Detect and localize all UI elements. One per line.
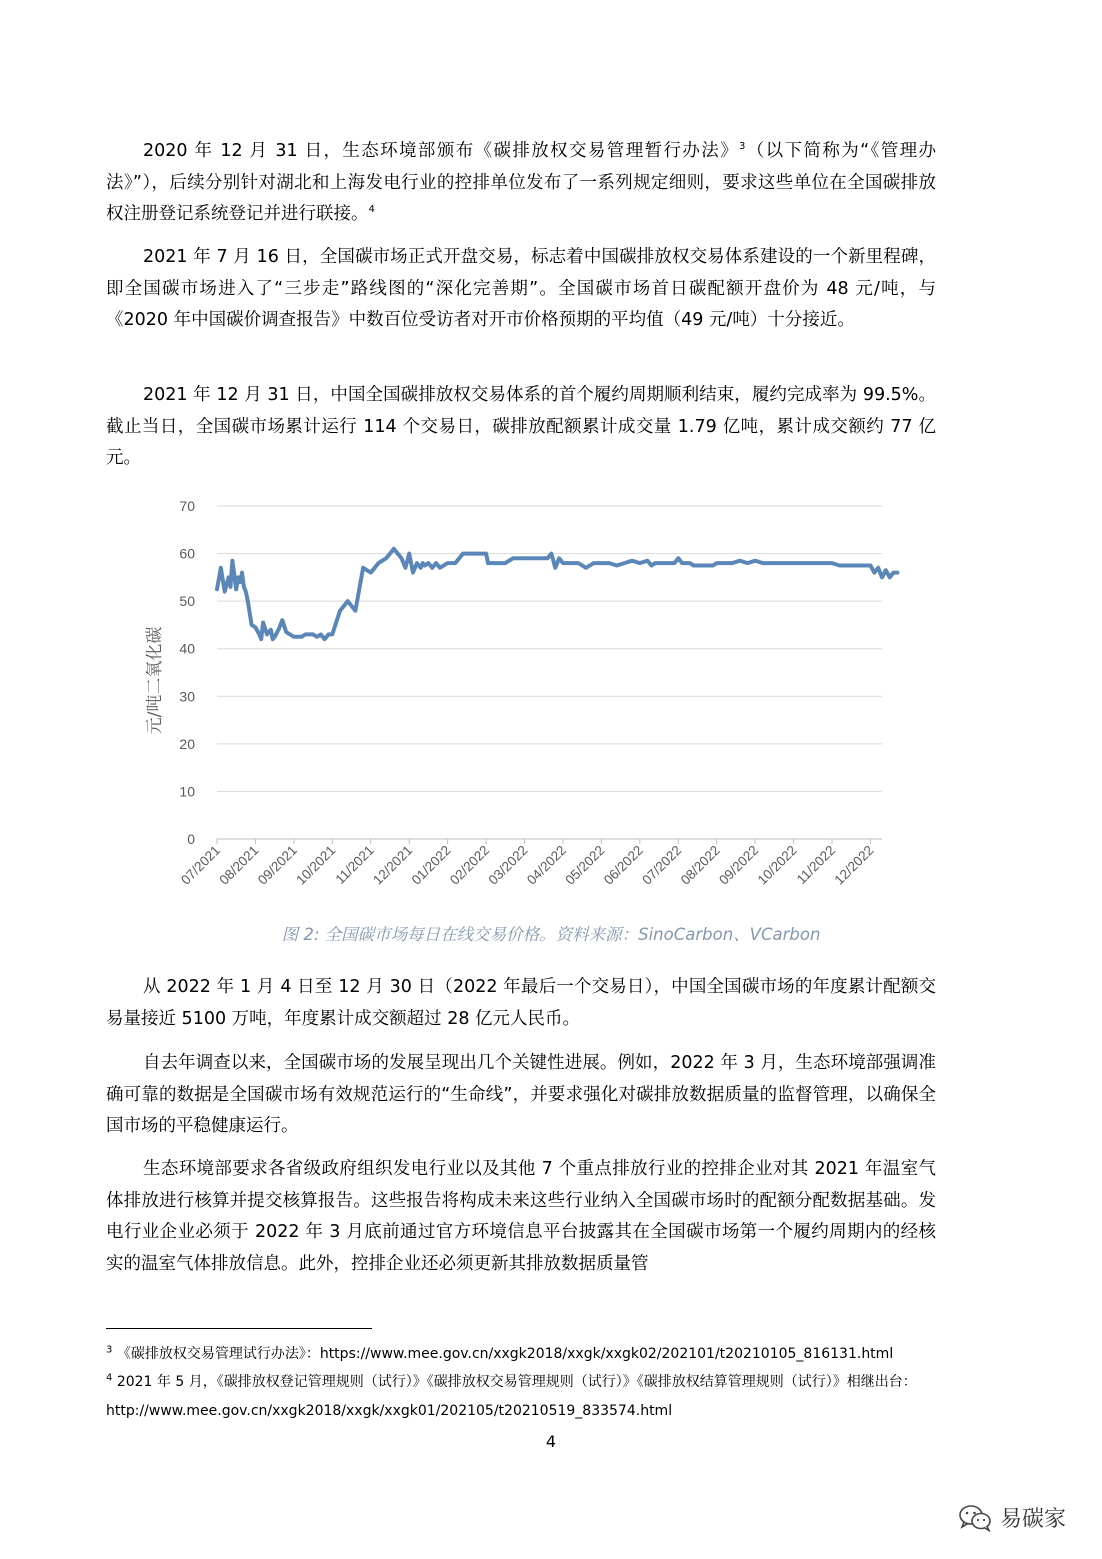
paragraph-market-launch: 2021 年 7 月 16 日，全国碳市场正式开盘交易，标志着中国碳排放权交易体系建设的一个新里程碑，即全国碳市场进入了“三步走”路线图的“深化完善期”。全国碳市场首日碳配额开盘价为 48 元/吨，与《2020 年中国碳价调查报告》中数百位受访者对开市价格预期的平均值（49 元/吨）十分接近。 xyxy=(106,247,936,330)
paragraph-reporting-requirements: 生态环境部要求各省级政府组织发电行业以及其他 7 个重点排放行业的控排企业对其 2021 年温室气体排放进行核算并提交核算报告。这些报告将构成未来这些行业纳入全国碳市场时的配额分配数据基础。发电行业企业必须于 2022 年 3 月底前通过官方环境信息平台披露其在全国碳市场第一个履约周期内的经核实的温室气体排放信息。此外，控排企业还必须更新其排放数据质量管 xyxy=(106,1159,936,1274)
x-tick-label: 09/2021 xyxy=(254,842,300,888)
footnote-text[interactable]: 《碳排放权交易管理试行办法》：https://www.mee.gov.cn/xxgk2018/xxgk/xxgk02/202101/t20210105_816131.html xyxy=(112,1346,894,1362)
paragraph-text: （以下简称为“《管理办法》”），后续分别针对湖北和上海发电行业的控排单位发布了一系列规定细则，要求这些单位在全国碳排放权注册登记系统登记并进行联接。 xyxy=(106,141,936,224)
footnote-ref-4[interactable]: 4 xyxy=(368,204,375,216)
footnote-number: 4 xyxy=(106,1372,113,1384)
paragraph-management-measures xyxy=(106,136,936,231)
paragraph-first-compliance-cycle: 2021 年 12 月 31 日，中国全国碳排放权交易体系的首个履约周期顺利结束，履约完成率为 99.5%。截止当日，全国碳市场累计运行 114 个交易日，碳排放配额累计成交量 1.79 亿吨，累计成交额约 77 亿元。 xyxy=(106,385,936,468)
x-tick-label: 07/2022 xyxy=(639,842,685,888)
x-tick-label: 11/2022 xyxy=(793,842,839,887)
x-tick-label: 06/2022 xyxy=(600,842,646,888)
footnote-4 xyxy=(106,1368,936,1426)
x-tick-label: 03/2022 xyxy=(485,842,531,888)
paragraph-2022-volume: 从 2022 年 1 月 4 日至 12 月 30 日（2022 年最后一个交易日），中国全国碳市场的年度累计配额交易量接近 5100 万吨，年度累计成交额超过 28 亿元人民币。 xyxy=(106,977,936,1029)
y-tick-label: 40 xyxy=(179,640,195,657)
y-tick-label: 30 xyxy=(179,688,195,705)
wechat-icon xyxy=(958,1504,992,1532)
footnote-text[interactable]: 2021 年 5 月，《碳排放权登记管理规则（试行）》《碳排放权交易管理规则（试行）》《碳排放权结算管理规则（试行）》相继出台： http://www.mee.gov.cn/xxgk2018/xxgk/xxgk01/202105/t20210519_833574.html xyxy=(106,1374,917,1419)
x-tick-label: 08/2022 xyxy=(677,842,723,888)
y-tick-label: 20 xyxy=(179,735,195,752)
figure-caption: 图 2: 全国碳市场每日在线交易价格。资料来源：SinoCarbon、VCarbon xyxy=(281,925,821,944)
y-tick-label: 60 xyxy=(179,545,195,562)
price-line-chart xyxy=(140,490,900,910)
brand-watermark xyxy=(958,1502,1066,1533)
paragraph-text: 2020 年 12 月 31 日，生态环境部颁布《碳排放权交易管理暂行办法》 xyxy=(143,141,740,161)
x-tick-label: 10/2022 xyxy=(754,842,800,888)
x-tick-label: 05/2022 xyxy=(562,842,608,888)
series-line-price xyxy=(217,549,897,639)
y-tick-label: 10 xyxy=(179,783,195,800)
x-tick-label: 12/2021 xyxy=(370,842,416,888)
x-tick-label: 09/2022 xyxy=(716,842,762,888)
x-tick-label: 07/2021 xyxy=(177,842,224,888)
x-tick-label: 01/2022 xyxy=(408,842,454,888)
y-axis-label: 元/吨二氧化碳 xyxy=(145,626,165,735)
footnote-3 xyxy=(106,1340,936,1369)
footnote-ref-3[interactable]: 3 xyxy=(739,141,746,153)
footnote-divider xyxy=(106,1328,372,1329)
x-tick-label: 11/2021 xyxy=(332,842,377,887)
y-tick-label: 70 xyxy=(179,498,195,514)
x-tick-label: 08/2021 xyxy=(216,842,262,888)
y-tick-label: 0 xyxy=(187,831,195,847)
x-tick-label: 10/2021 xyxy=(293,842,339,888)
paragraph-key-progress: 自去年调查以来，全国碳市场的发展呈现出几个关键性进展。例如，2022 年 3 月，生态环境部强调准确可靠的数据是全国碳市场有效规范运行的“生命线”，并要求强化对碳排放数据质量的监督管理，以确保全国市场的平稳健康运行。 xyxy=(106,1053,936,1136)
footnote-number: 3 xyxy=(106,1344,113,1356)
page-number: 4 xyxy=(545,1432,557,1451)
brand-name: 易碳家 xyxy=(999,1507,1066,1532)
y-tick-label: 50 xyxy=(179,593,195,610)
x-tick-label: 04/2022 xyxy=(523,842,570,888)
x-tick-label: 12/2022 xyxy=(831,842,877,888)
x-tick-label: 02/2022 xyxy=(447,842,493,888)
